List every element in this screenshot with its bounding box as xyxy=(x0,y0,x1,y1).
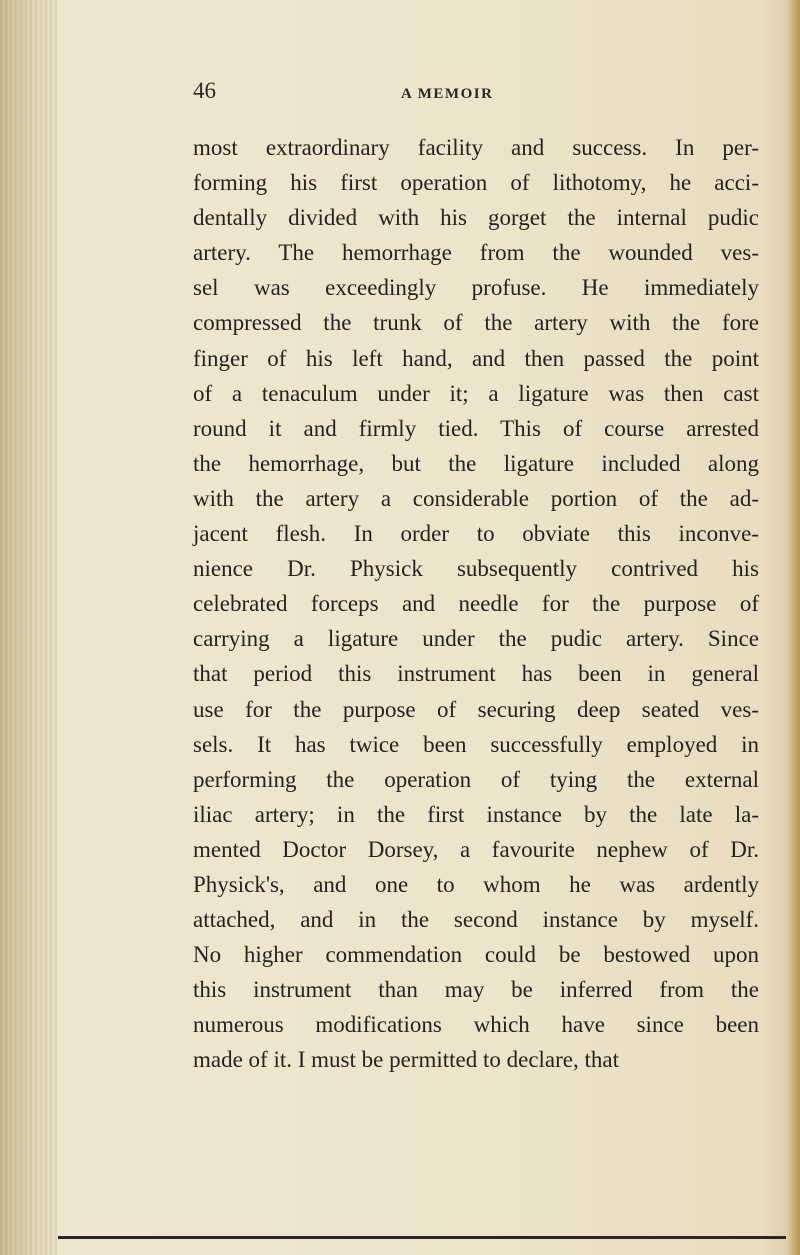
page-number: 46 xyxy=(193,78,216,103)
text-line: iliac artery; in the first instance by the late la- xyxy=(193,801,759,827)
text-line: artery. The hemorrhage from the wounded ves- xyxy=(193,240,759,266)
text-line: made of it. I must be permitted to declare, that xyxy=(193,1047,619,1073)
text-line: use for the purpose of securing deep seated ves- xyxy=(193,696,759,722)
page-edge xyxy=(786,0,800,1255)
text-line: dentally divided with his gorget the internal pudic xyxy=(193,205,759,231)
text-line: attached, and in the second instance by myself. xyxy=(193,907,759,933)
text-line: mented Doctor Dorsey, a favourite nephew of Dr. xyxy=(193,836,759,862)
body-text xyxy=(193,130,759,1078)
text-line: No higher commendation could be bestowed upon xyxy=(193,942,759,968)
text-line: that period this instrument has been in general xyxy=(193,661,759,687)
text-line: sel was exceedingly profuse. He immediately xyxy=(193,275,759,301)
text-line: this instrument than may be inferred from the xyxy=(193,977,759,1003)
text-line: jacent flesh. In order to obviate this inconve- xyxy=(193,521,759,547)
running-head: A MEMOIR xyxy=(401,86,494,102)
text-line: round it and firmly tied. This of course arrested xyxy=(193,415,759,441)
text-line: finger of his left hand, and then passed the point xyxy=(193,345,759,371)
text-line: celebrated forceps and needle for the purpose of xyxy=(193,591,759,617)
text-line: performing the operation of tying the external xyxy=(193,766,759,792)
text-line: forming his first operation of lithotomy, he acci- xyxy=(193,170,759,196)
text-line: sels. It has twice been successfully employed in xyxy=(193,731,759,757)
binding-gutter xyxy=(0,0,58,1255)
text-line: most extraordinary facility and success. In per- xyxy=(193,135,759,160)
text-line: the hemorrhage, but the ligature included along xyxy=(193,450,759,476)
text-line: numerous modifications which have since been xyxy=(193,1012,759,1038)
page-header xyxy=(193,78,753,110)
text-line: of a tenaculum under it; a ligature was then cast xyxy=(193,380,759,406)
bottom-rule xyxy=(58,1236,786,1239)
text-line: carrying a ligature under the pudic artery. Since xyxy=(193,626,759,652)
text-line: compressed the trunk of the artery with the fore xyxy=(193,310,759,336)
text-line: nience Dr. Physick subsequently contrived his xyxy=(193,556,759,582)
text-line: with the artery a considerable portion of the ad- xyxy=(193,485,759,511)
text-line: Physick's, and one to whom he was ardently xyxy=(193,871,759,897)
